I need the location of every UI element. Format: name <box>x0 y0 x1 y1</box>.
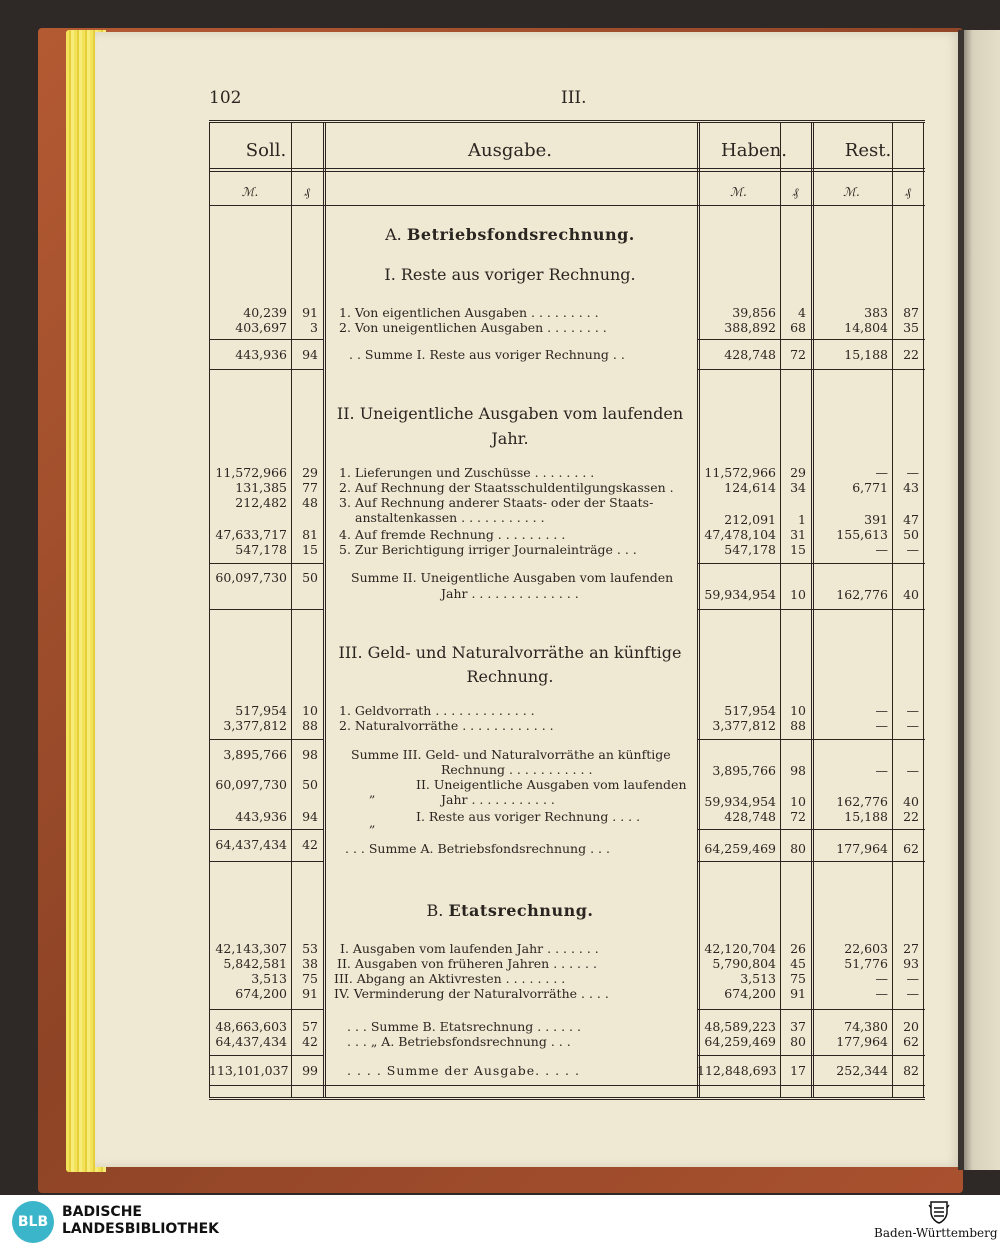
soll-pf: 38 <box>302 956 318 971</box>
haben-mark: 428,748 <box>724 347 776 362</box>
library-line-1: BADISCHE <box>62 1204 142 1220</box>
rest-pf: 47 <box>903 512 919 527</box>
rest-mark: 14,804 <box>844 320 888 335</box>
library-line-2: LANDESBIBLIOTHEK <box>62 1221 220 1237</box>
rest-pf: 82 <box>903 1063 919 1078</box>
rule-final <box>209 1085 925 1086</box>
soll-pf: 50 <box>302 570 318 585</box>
rule-total-end <box>209 861 323 862</box>
row-text: Summe II. Uneigentliche Ausgaben vom laufenden <box>351 570 674 585</box>
rest-pf: 50 <box>903 527 919 542</box>
ditto-mark: „ <box>369 785 376 800</box>
haben-mark: 428,748 <box>724 809 776 824</box>
rule-total <box>697 829 925 830</box>
rest-pf: 43 <box>903 480 919 495</box>
row-text: 5. Zur Berichtigung irriger Journaleinträge . . . <box>339 542 637 557</box>
soll-mark: 113,101,037 <box>209 1063 289 1078</box>
haben-pf: 26 <box>790 941 806 956</box>
rest-mark: 15,188 <box>844 347 888 362</box>
page-number: 102 <box>209 88 242 108</box>
soll-mark: 64,437,434 <box>215 837 287 852</box>
rest-mark: 391 <box>864 512 888 527</box>
rule-sum-end <box>209 609 323 610</box>
rule-right <box>923 123 924 1097</box>
rest-mark: — <box>875 542 888 557</box>
haben-mark: 39,856 <box>732 305 776 320</box>
rest-mark-header: ℳ. <box>843 185 860 199</box>
rest-mark: 177,964 <box>836 841 888 856</box>
soll-pf: 48 <box>302 495 318 510</box>
soll-mark: 443,936 <box>235 809 287 824</box>
soll-pf: 42 <box>302 837 318 852</box>
soll-pf: 98 <box>302 747 318 762</box>
row-text: III. Abgang an Aktivresten . . . . . . . . <box>334 971 566 986</box>
haben-pf: 4 <box>798 305 806 320</box>
haben-pf: 34 <box>790 480 806 495</box>
rest-mark: 74,380 <box>844 1019 888 1034</box>
soll-mark: 60,097,730 <box>215 570 287 585</box>
rest-pf: 62 <box>903 1034 919 1049</box>
soll-mark: 5,842,581 <box>223 956 287 971</box>
rest-pf: — <box>906 542 919 557</box>
haben-mark: 124,614 <box>724 480 776 495</box>
soll-mark: 547,178 <box>235 542 287 557</box>
soll-mark: 47,633,717 <box>215 527 287 542</box>
row-text: 1. Von eigentlichen Ausgaben . . . . . . . . . <box>339 305 599 320</box>
state-name: Baden-Württemberg <box>874 1226 998 1240</box>
rest-pf: 35 <box>903 320 919 335</box>
rest-mark: — <box>875 718 888 733</box>
haben-pf: 91 <box>790 986 806 1001</box>
rule-sum <box>697 1009 925 1010</box>
haben-pf: 10 <box>790 794 806 809</box>
book-spine <box>958 30 964 1170</box>
row-text: I. Reste aus voriger Rechnung . . . . <box>416 809 641 824</box>
soll-pf: 99 <box>302 1063 318 1078</box>
rest-pf: — <box>906 703 919 718</box>
haben-pf: 1 <box>798 512 806 527</box>
haben-mark-header: ℳ. <box>730 185 747 199</box>
rest-pf: 22 <box>903 809 919 824</box>
haben-pf: 45 <box>790 956 806 971</box>
coat-of-arms-icon <box>926 1199 952 1225</box>
haben-mark: 48,589,223 <box>704 1019 776 1034</box>
soll-mark: 212,482 <box>235 495 287 510</box>
haben-pf: 10 <box>790 587 806 602</box>
row-text-cont: Rechnung . . . . . . . . . . . <box>441 762 593 777</box>
soll-pf: 10 <box>302 703 318 718</box>
ditto-mark: „ <box>369 815 376 830</box>
soll-mark-header: ℳ. <box>241 185 259 199</box>
col-soll: Soll. <box>245 140 287 161</box>
soll-pf: 94 <box>302 809 318 824</box>
haben-pf: 15 <box>790 542 806 557</box>
soll-mark: 60,097,730 <box>215 777 287 792</box>
haben-pf: 37 <box>790 1019 806 1034</box>
rule-sum <box>209 1009 323 1010</box>
row-text: I. Ausgaben vom laufenden Jahr . . . . . . . <box>340 941 599 956</box>
rest-pf: — <box>906 986 919 1001</box>
chapter-number: III. <box>561 88 587 108</box>
soll-pf: 94 <box>302 347 318 362</box>
rest-mark: 162,776 <box>836 794 888 809</box>
haben-mark: 3,377,812 <box>712 718 776 733</box>
subsection-iii-title-2: Rechnung. <box>466 667 554 686</box>
row-text: II. Ausgaben von früheren Jahren . . . . . . <box>337 956 597 971</box>
rest-mark: — <box>875 986 888 1001</box>
haben-mark: 3,895,766 <box>712 763 776 778</box>
haben-mark: 11,572,966 <box>704 465 776 480</box>
library-name <box>62 1204 219 1238</box>
row-text: II. Uneigentliche Ausgaben vom laufenden <box>416 777 687 792</box>
soll-pf: 53 <box>302 941 318 956</box>
row-text: 3. Auf Rechnung anderer Staats- oder der Staats- <box>339 495 654 510</box>
soll-pf-header: ₰ <box>304 185 310 199</box>
section-a-letter: A. <box>385 225 402 244</box>
rest-pf: 40 <box>903 794 919 809</box>
row-text: 2. Auf Rechnung der Staatsschuldentilgungskassen . <box>339 480 674 495</box>
row-text: Summe III. Geld- und Naturalvorräthe an künftige <box>351 747 671 762</box>
rule-grand-total <box>209 1055 323 1056</box>
haben-mark: 388,892 <box>724 320 776 335</box>
ledger-table <box>209 120 925 1100</box>
rest-pf: 40 <box>903 587 919 602</box>
rest-mark: 177,964 <box>836 1034 888 1049</box>
haben-pf: 17 <box>790 1063 806 1078</box>
rule-sum <box>697 339 925 340</box>
haben-mark: 212,091 <box>724 512 776 527</box>
rest-pf: 20 <box>903 1019 919 1034</box>
rest-pf: 62 <box>903 841 919 856</box>
rest-pf: 93 <box>903 956 919 971</box>
rest-mark: 6,771 <box>852 480 888 495</box>
rest-pf: — <box>906 763 919 778</box>
facing-page <box>961 30 1000 1170</box>
haben-mark: 674,200 <box>724 986 776 1001</box>
haben-mark: 517,954 <box>724 703 776 718</box>
rule-sum <box>697 563 925 564</box>
soll-mark: 3,377,812 <box>223 718 287 733</box>
row-text: 1. Geldvorrath . . . . . . . . . . . . . <box>339 703 535 718</box>
row-text: . . . Summe A. Betriebsfondsrechnung . . . <box>345 841 610 856</box>
section-a-title <box>323 227 697 242</box>
haben-pf: 72 <box>790 809 806 824</box>
haben-pf: 72 <box>790 347 806 362</box>
haben-pf: 29 <box>790 465 806 480</box>
soll-pf: 75 <box>302 971 318 986</box>
row-text: . . . . Summe der Ausgabe. . . . . <box>347 1063 580 1078</box>
rest-mark: — <box>875 703 888 718</box>
row-text: . . . „ A. Betriebsfondsrechnung . . . <box>347 1034 571 1049</box>
rest-mark: 15,188 <box>844 809 888 824</box>
soll-pf: 15 <box>302 542 318 557</box>
col-rest: Rest. <box>844 140 892 161</box>
haben-pf: 80 <box>790 841 806 856</box>
soll-mark: 3,895,766 <box>223 747 287 762</box>
rest-pf: 87 <box>903 305 919 320</box>
section-b-title <box>323 903 697 918</box>
soll-pf: 88 <box>302 718 318 733</box>
rule-sum <box>209 339 323 340</box>
soll-mark: 443,936 <box>235 347 287 362</box>
haben-mark: 3,513 <box>740 971 776 986</box>
rest-pf: — <box>906 465 919 480</box>
soll-pf: 3 <box>310 320 318 335</box>
soll-pf: 42 <box>302 1034 318 1049</box>
rule-sum <box>209 563 323 564</box>
soll-mark: 131,385 <box>235 480 287 495</box>
haben-pf: 98 <box>790 763 806 778</box>
haben-mark: 5,790,804 <box>712 956 776 971</box>
soll-mark: 64,437,434 <box>215 1034 287 1049</box>
rest-mark: 162,776 <box>836 587 888 602</box>
footer-bar <box>0 1195 1000 1248</box>
haben-pf: 80 <box>790 1034 806 1049</box>
rest-mark: 22,603 <box>844 941 888 956</box>
haben-pf: 75 <box>790 971 806 986</box>
haben-mark: 547,178 <box>724 542 776 557</box>
soll-mark: 11,572,966 <box>215 465 287 480</box>
subsection-ii-title-2: Jahr. <box>491 429 529 448</box>
rule-header <box>209 168 925 169</box>
haben-pf: 10 <box>790 703 806 718</box>
rest-pf: 27 <box>903 941 919 956</box>
rule-total-end <box>697 861 925 862</box>
rule-sum-end <box>697 609 925 610</box>
subsection-i-title: I. Reste aus voriger Rechnung. <box>384 265 636 284</box>
rest-pf: 22 <box>903 347 919 362</box>
col-ausgabe: Ausgabe. <box>468 140 552 161</box>
row-text: 2. Von uneigentlichen Ausgaben . . . . . . . . <box>339 320 607 335</box>
rest-pf-header: ₰ <box>905 185 911 199</box>
soll-pf: 50 <box>302 777 318 792</box>
row-text: 4. Auf fremde Rechnung . . . . . . . . . <box>339 527 566 542</box>
section-b-letter: B. <box>426 901 444 920</box>
soll-mark: 403,697 <box>235 320 287 335</box>
rest-mark: 155,613 <box>836 527 888 542</box>
rest-mark: — <box>875 971 888 986</box>
soll-pf: 81 <box>302 527 318 542</box>
soll-mark: 517,954 <box>235 703 287 718</box>
rest-pf: — <box>906 971 919 986</box>
row-text: 2. Naturalvorräthe . . . . . . . . . . . . <box>339 718 554 733</box>
row-text-cont: Jahr . . . . . . . . . . . . . . <box>441 586 579 601</box>
soll-mark: 3,513 <box>251 971 287 986</box>
haben-mark: 59,934,954 <box>704 587 776 602</box>
soll-mark: 40,239 <box>243 305 287 320</box>
haben-mark: 64,259,469 <box>704 841 776 856</box>
rest-mark: 51,776 <box>844 956 888 971</box>
soll-mark: 674,200 <box>235 986 287 1001</box>
soll-pf: 77 <box>302 480 318 495</box>
subsection-ii-title: II. Uneigentliche Ausgaben vom laufenden <box>336 404 684 423</box>
haben-mark: 42,120,704 <box>704 941 776 956</box>
rest-mark: 252,344 <box>836 1063 888 1078</box>
rule-sum-end <box>209 369 323 370</box>
haben-mark: 59,934,954 <box>704 794 776 809</box>
rule-header-2 <box>209 171 925 172</box>
soll-mark: 42,143,307 <box>215 941 287 956</box>
haben-mark: 64,259,469 <box>704 1034 776 1049</box>
subsection-iii-title: III. Geld- und Naturalvorräthe an künftige <box>338 643 682 662</box>
row-text: IV. Verminderung der Naturalvorräthe . . . . <box>334 986 609 1001</box>
rule-sum <box>209 739 323 740</box>
soll-mark: 48,663,603 <box>215 1019 287 1034</box>
soll-pf: 91 <box>302 305 318 320</box>
rest-mark: — <box>875 465 888 480</box>
row-text: 1. Lieferungen und Zuschüsse . . . . . . . . <box>339 465 595 480</box>
section-b-name: Etatsrechnung. <box>448 901 594 920</box>
haben-pf: 31 <box>790 527 806 542</box>
row-text: . . . Summe B. Etatsrechnung . . . . . . <box>347 1019 581 1034</box>
rest-mark: — <box>875 763 888 778</box>
row-text-cont: anstaltenkassen . . . . . . . . . . . <box>355 510 545 525</box>
rule-subheader <box>209 205 925 206</box>
soll-pf: 91 <box>302 986 318 1001</box>
rule-sum <box>697 739 925 740</box>
rule-grand-total <box>697 1055 925 1056</box>
row-text: . . Summe I. Reste aus voriger Rechnung . . <box>349 347 625 362</box>
row-text-cont: Jahr . . . . . . . . . . . <box>441 792 555 807</box>
soll-pf: 29 <box>302 465 318 480</box>
rule-total <box>209 829 323 830</box>
haben-pf-header: ₰ <box>792 185 799 199</box>
rest-mark: 383 <box>864 305 888 320</box>
haben-mark: 112,848,693 <box>697 1063 777 1078</box>
soll-pf: 57 <box>302 1019 318 1034</box>
haben-mark: 47,478,104 <box>704 527 776 542</box>
rest-pf: — <box>906 718 919 733</box>
blb-logo[interactable]: BLB <box>12 1201 54 1243</box>
section-a-name: Betriebsfondsrechnung. <box>406 225 635 244</box>
haben-pf: 68 <box>790 320 806 335</box>
haben-pf: 88 <box>790 718 806 733</box>
rule-sum-end <box>697 369 925 370</box>
col-haben: Haben. <box>721 140 787 161</box>
